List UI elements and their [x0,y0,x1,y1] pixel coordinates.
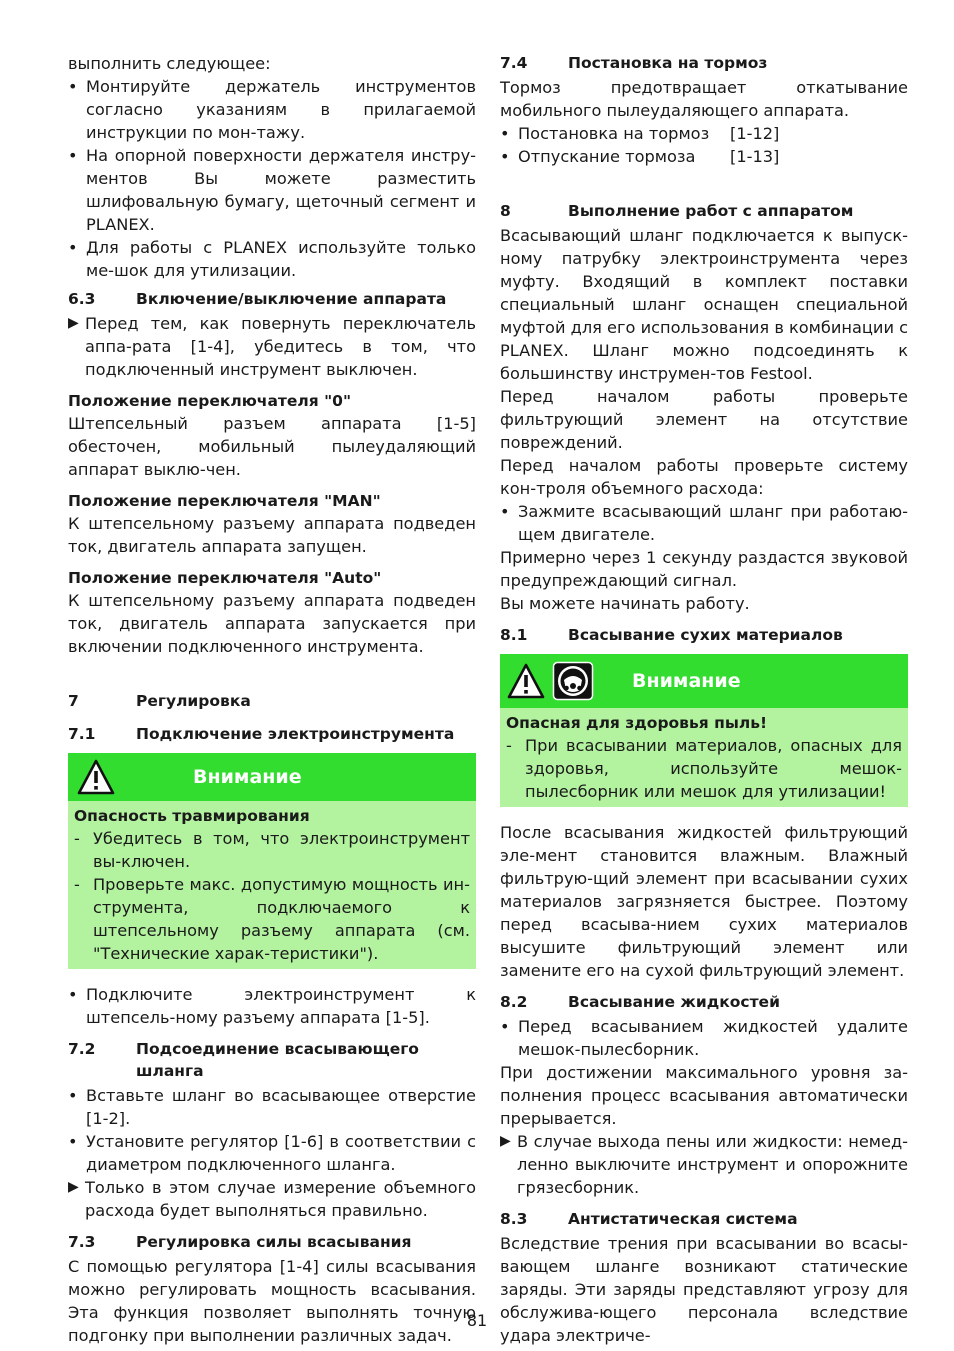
warning-title: Внимание [193,766,302,788]
bullet-marker: • [68,1086,78,1105]
list-item: • Подключите электроинструмент к штепсель-ному разъему аппарата [1-5]. [68,985,476,1027]
subheading-position-0: Положение переключателя "0" [68,392,352,410]
right-column [500,52,908,1347]
bullet-marker: • [68,1132,78,1151]
list-item: • Установите регулятор [1-6] в соответствии с диаметром подключенного шланга. [68,1132,476,1174]
bullet-marker: • [68,238,78,257]
warning-body [68,801,476,969]
paragraph: Перед началом работы проверьте систему кон-троля объемного расхода: [500,456,908,498]
warning-box [500,654,908,807]
warning-box [68,753,476,969]
dash-marker: - [74,829,80,848]
section-heading-6-3: 6.3 Включение/выключение аппарата [68,290,447,308]
bullet-marker: • [68,146,78,165]
paragraph: К штепсельному разъему аппарата подведен ток, двигатель аппарата запускается при включении подключенного инструмента. [68,591,476,656]
intro-text: выполнить следующее: [68,54,271,73]
paragraph: Примерно через 1 секунду раздастся звуковой предупреждающий сигнал. [500,548,908,590]
paragraph: Вы можете начинать работу. [500,594,750,613]
warning-item: - Убедитесь в том, что электроинструмент вы-ключен. [74,829,470,871]
section-heading-7-3: 7.3 Регулировка силы всасывания [68,1233,412,1251]
warning-body [500,708,908,807]
section-heading-8-3: 8.3 Антистатическая система [500,1210,798,1228]
warning-triangle-icon [506,662,546,700]
warning-subheading: Опасная для здоровья пыль! [506,714,768,732]
section-heading-8-1: 8.1 Всасывание сухих материалов [500,626,843,644]
warning-triangle-icon [76,758,116,796]
paragraph: К штепсельному разъему аппарата подведен ток, двигатель аппарата запущен. [68,514,476,556]
arrow-marker: ▶ [68,315,79,331]
subheading-position-man: Положение переключателя "MAN" [68,492,381,510]
section-heading-7: 7 Регулировка [68,692,251,710]
section-heading-8-2: 8.2 Всасывание жидкостей [500,993,780,1011]
section-heading-7-1: 7.1 Подключение электроинструмента [68,725,455,743]
paragraph: При достижении максимального уровня за-полнения процесс всасывания автоматически прерывается. [500,1063,908,1128]
warning-header [500,654,908,708]
bullet-marker: • [68,985,78,1004]
paragraph: Вследствие трения при всасывании во всасы-вающем шланге возникают статические заряды. Эти заряды представляют угрозу для обслужива-ющего персонала вследствие удара электриче- [500,1234,908,1345]
subheading-position-auto: Положение переключателя "Auto" [68,569,382,587]
dash-marker: - [506,736,512,755]
warning-item: - Проверьте макс. допустимую мощность ин-струмента, подключаемого к штепсельному разъему аппарата (см. "Технические харак-теристики"). [74,875,470,963]
warning-item: - При всасывании материалов, опасных для здоровья, используйте мешок-пылесборник или мешок для утилизации! [506,736,902,801]
instruction-item: ▶ Только в этом случае измерение объемного расхода будет выполняться правильно. [68,1178,476,1220]
warning-subheading: Опасность травмирования [74,807,310,825]
arrow-marker: ▶ [68,1179,79,1195]
paragraph: После всасывания жидкостей фильтрующий эле-мент становится влажным. Влажный фильтрую-щий элемент при всасывании сухих материалов загрязняется быстрее. Поэтому перед всасыва-нием сухих материалов высушите фильтрующий элемент или замените его на сухой фильтрующий элемент. [500,823,908,980]
list-item: • Перед всасыванием жидкостей удалите мешок-пылесборник. [500,1017,908,1059]
arrow-marker: ▶ [500,1133,511,1149]
bullet-marker: • [500,124,510,143]
left-column [68,52,476,1347]
instruction-item: ▶ Перед тем, как повернуть переключатель аппа-рата [1-4], убедитесь в том, что подключенный инструмент выключен. [68,314,476,379]
paragraph: С помощью регулятора [1-4] силы всасывания можно регулировать мощность всасывания. Эта функция позволяет выполнять точную подгонку при выполнении различных задач. [68,1257,476,1345]
page-number: 81 [466,1311,488,1330]
respirator-mask-icon [552,661,594,701]
paragraph: Всасывающий шланг подключается к выпуск-ному патрубку электроинструмента через муфту. Входящий в комплект поставки специальный шланг оснащен специальной муфтой для его использования в комбинации с PLANEX. Шланг можно подсоединять к большинству инструмен-тов Festool. [500,226,909,383]
paragraph: Тормоз предотвращает откатывание мобильного пылеудаляющего аппарата. [500,78,908,120]
bullet-marker: • [500,147,510,166]
bullet-marker: • [500,502,510,521]
section-heading-8: 8 Выполнение работ с аппаратом [500,202,854,220]
paragraph: Штепсельный разъем аппарата [1-5] обесточен, мобильный пылеудаляющий аппарат выклю-чен. [68,414,476,479]
instruction-item: ▶ В случае выхода пены или жидкости: немед-ленно выключите инструмент и опорожните грязесборник. [500,1132,908,1197]
list-item: • Отпускание тормоза [1-13] [500,147,780,166]
paragraph: Перед началом работы проверьте фильтрующий элемент на отсутствие повреждений. [500,387,908,452]
section-heading-7-4: 7.4 Постановка на тормоз [500,54,768,72]
warning-header [68,753,476,801]
dash-marker: - [74,875,80,894]
list-item: • Вставьте шланг во всасывающее отверстие [1-2]. [68,1086,476,1128]
list-item: • Монтируйте держатель инструментов согласно указаниям в прилагаемой инструкции по мон-тажу. [68,77,476,142]
section-heading-7-2: 7.2 Подсоединение всасывающего шланга [68,1040,419,1080]
bullet-marker: • [500,1017,510,1036]
list-item: • Постановка на тормоз [1-12] [500,124,780,143]
list-item: • На опорной поверхности держателя инстру-ментов Вы можете разместить шлифовальную бумагу, щеточный сегмент и PLANEX. [68,146,476,234]
warning-title: Внимание [632,670,741,692]
list-item: • Для работы с PLANEX используйте только ме-шок для утилизации. [68,238,476,280]
list-item: • Зажмите всасывающий шланг при работаю-щем двигателе. [500,502,908,544]
bullet-marker: • [68,77,78,96]
